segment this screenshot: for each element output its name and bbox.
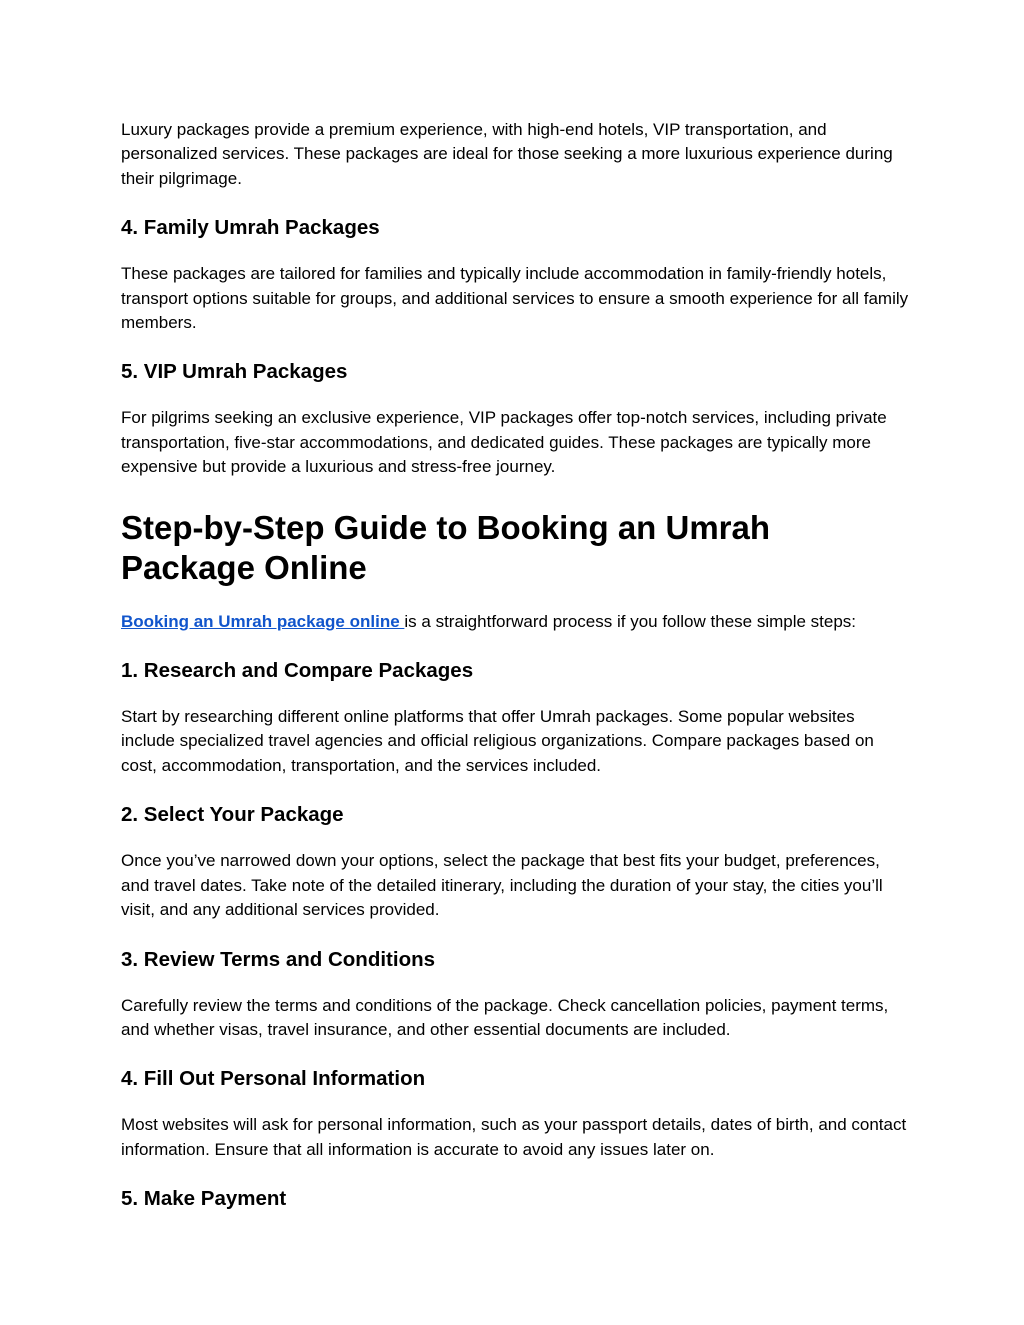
step-personal-info-paragraph: Most websites will ask for personal information, such as your passport details, dates of birth, and contact information. Ensure that all information is accurate to avoid any issues later on. [121,1115,907,1159]
luxury-packages-paragraph: Luxury packages provide a premium experience, with high-end hotels, VIP transportation, and personalized services. These packages are ideal for those seeking a more luxurious experience during their pilgrimage. [121,120,893,188]
booking-umrah-online-link[interactable]: Booking an Umrah package online [121,611,405,631]
booking-guide-heading: Step-by-Step Guide to Booking an Umrah Package Online [121,508,771,586]
step-payment-heading: 5. Make Payment [121,1187,287,1211]
booking-guide-intro-text: is a straightforward process if you follow these simple steps: [404,611,857,631]
booking-guide-intro [121,610,911,634]
step-review-heading: 3. Review Terms and Conditions [121,947,436,971]
vip-packages-heading: 5. VIP Umrah Packages [121,360,348,384]
step-research-paragraph: Start by researching different online platforms that offer Umrah packages. Some popular websites include specialized travel agencies and official religious organizations. Compare packages based on cost, accommodation, transportation, and the services included. [121,707,874,775]
step-personal-info-heading: 4. Fill Out Personal Information [121,1067,426,1091]
step-research-heading: 1. Research and Compare Packages [121,659,474,683]
step-review-paragraph: Carefully review the terms and conditions of the package. Check cancellation policies, payment terms, and whether visas, travel insurance, and other essential documents are included. [121,995,889,1039]
document-page [121,118,911,1212]
family-packages-heading: 4. Family Umrah Packages [121,216,380,240]
family-packages-paragraph: These packages are tailored for families and typically include accommodation in family-friendly hotels, transport options suitable for groups, and additional services to ensure a smooth experience for all family members. [121,264,909,333]
step-select-heading: 2. Select Your Package [121,803,344,827]
vip-packages-paragraph: For pilgrims seeking an exclusive experience, VIP packages offer top-notch services, including private transportation, five-star accommodations, and dedicated guides. These packages are typically more expensive but provide a luxurious and stress-free journey. [121,408,887,477]
step-select-paragraph: Once you’ve narrowed down your options, select the package that best fits your budget, preferences, and travel dates. Take note of the detailed itinerary, including the duration of your stay, the cities you’ll visit, and any additional services provided. [121,851,883,920]
